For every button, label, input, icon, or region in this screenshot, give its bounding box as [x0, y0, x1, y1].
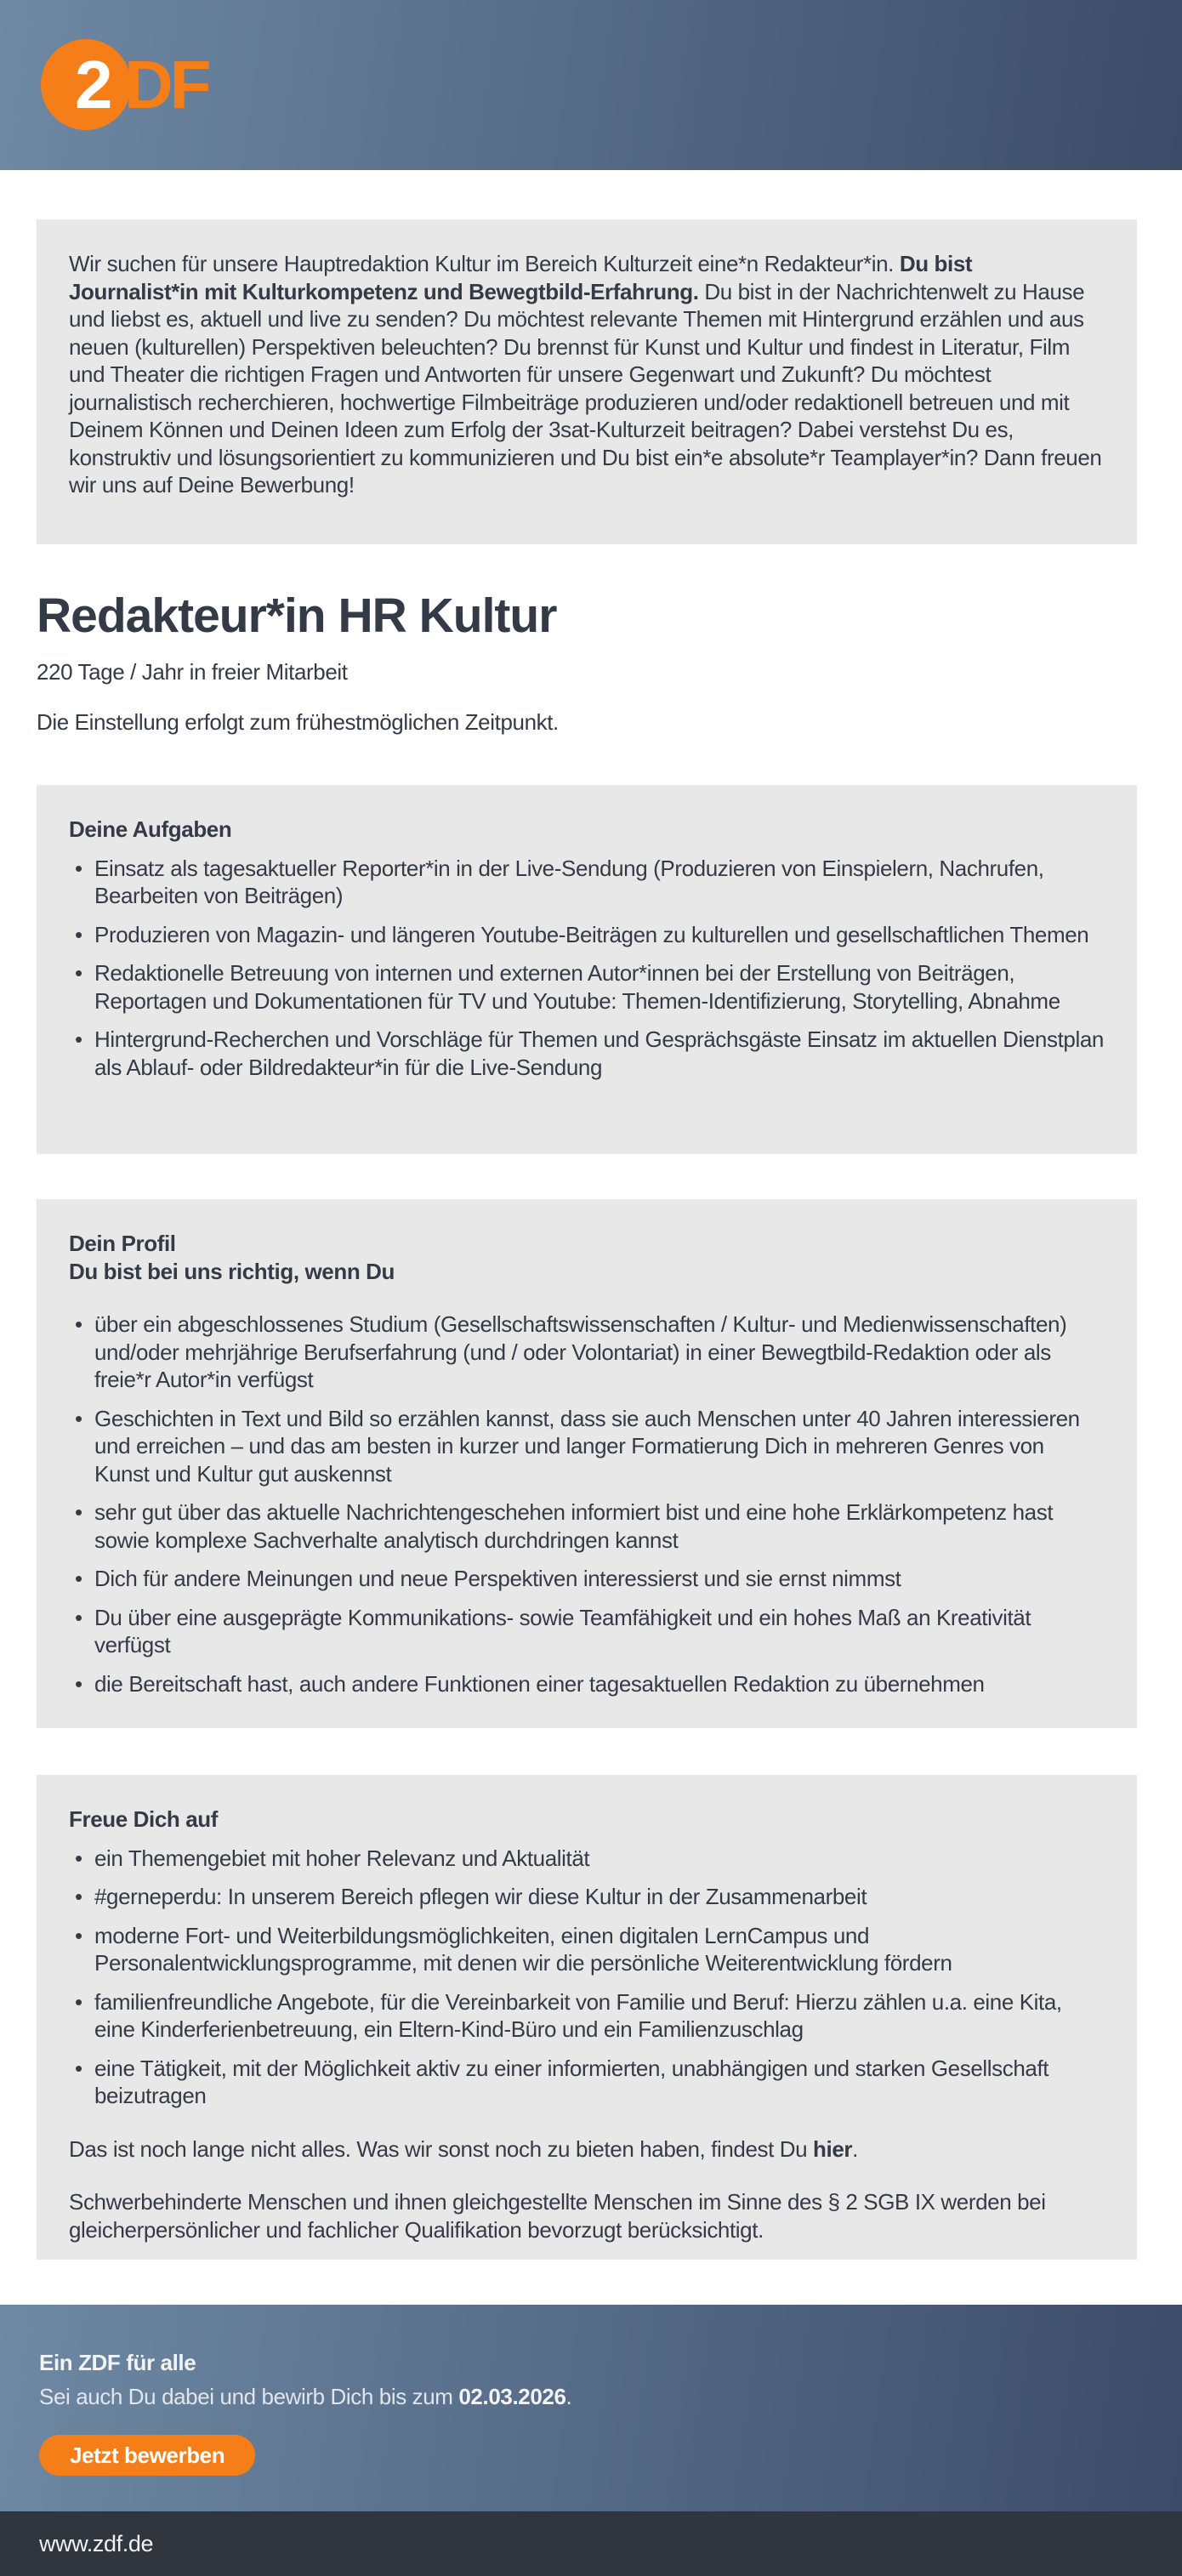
list-item: • Einsatz als tagesaktueller Reporter*in in der Live-Sendung (Produzieren von Einspielern, Nachrufen, Bearbeiten von Beiträgen) [69, 855, 1105, 910]
website-link[interactable]: www.zdf.de [39, 2530, 154, 2556]
list-item: • eine Tätigkeit, mit der Möglichkeit aktiv zu einer informierten, unabhängigen und starken Gesellschaft beizutragen [69, 2055, 1105, 2110]
tasks-heading: Deine Aufgaben [69, 816, 232, 842]
list-item: • moderne Fort- und Weiterbildungsmöglichkeiten, einen digitalen LernCampus und Personalentwicklungsprogramme, mit denen wir die persönliche Weiterentwicklung fördern [69, 1922, 1105, 1977]
list-item: • Dich für andere Meinungen und neue Perspektiven interessierst und sie ernst nimmst [69, 1565, 1105, 1593]
footer-headline: Ein ZDF für alle [39, 2350, 196, 2375]
zdf-logo-letters: DF [124, 47, 208, 122]
page-title: Redakteur*in HR Kultur [37, 589, 557, 643]
list-item: • Du über eine ausgeprägte Kommunikations- sowie Teamfähigkeit und ein hohes Maß an Kreativität verfügst [69, 1604, 1105, 1659]
list-item: • Produzieren von Magazin- und längeren Youtube-Beiträgen zu kulturellen und gesellschaftlichen Themen [69, 921, 1105, 949]
equal-opportunity-text: Schwerbehinderte Menschen und ihnen gleichgestellte Menschen im Sinne des § 2 SGB IX werden bei gleicherpersönlicher und fachlicher Qualifikation bevorzugt berücksichtigt. [69, 2189, 1046, 2243]
apply-now-button[interactable]: Jetzt bewerben [39, 2435, 255, 2476]
footer-deadline-date: 02.03.2026 [458, 2384, 566, 2409]
benefits-heading: Freue Dich auf [69, 1806, 218, 1832]
list-item: • über ein abgeschlossenes Studium (Gesellschaftswissenschaften / Kultur- und Medienwissenschaften) und/oder mehrjährige Berufserfahrung (und / oder Volontariat) in einer Bewegtbild-Redaktion oder als freie*r Autor*in verfügst [69, 1311, 1105, 1394]
benefits-more-start: Das ist noch lange nicht alles. Was wir sonst noch zu bieten haben, findest Du [69, 2135, 814, 2162]
footer-deadline-text [39, 2383, 1143, 2411]
intro-text-start: Wir suchen für unsere Hauptredaktion Kultur im Bereich Kulturzeit eine*n Redakteur*in. [69, 251, 900, 276]
profile-subheading: Du bist bei uns richtig, wenn Du [69, 1258, 395, 1284]
zdf-logo-digit: 2 [75, 47, 113, 122]
benefits-more-text [69, 2135, 1105, 2164]
list-item: • die Bereitschaft hast, auch andere Funktionen einer tagesaktuellen Redaktion zu übernehmen [69, 1670, 1105, 1698]
bottom-bar [0, 2511, 1182, 2576]
list-item: • Redaktionelle Betreuung von internen und externen Autor*innen bei der Erstellung von Beiträgen, Reportagen und Dokumentationen für TV und Youtube: Themen-Identifizierung, Storytelling, Abnahme [69, 959, 1105, 1015]
job-start-info: Die Einstellung erfolgt zum frühestmöglichen Zeitpunkt. [37, 709, 559, 735]
tasks-section [37, 785, 1137, 1154]
job-contract-info: 220 Tage / Jahr in freier Mitarbeit [37, 659, 348, 685]
benefits-more-end: . [852, 2135, 858, 2162]
list-item: • sehr gut über das aktuelle Nachrichtengeschehen informiert bist und eine hohe Erklärkompetenz hast sowie komplexe Sachverhalte analytisch durchdringen kannst [69, 1498, 1105, 1554]
profile-section [37, 1199, 1137, 1728]
benefits-section [37, 1775, 1137, 2260]
intro-text-rest: Du bist in der Nachrichtenwelt zu Hause und liebst es, aktuell und live zu senden? Du möchtest relevante Themen mit Hintergrund erzählen und aus neuen (kulturellen) Perspektiven beleuchten? Du brennst für Kunst und Kultur und findest in Literatur, Film und Theater die richtigen Fragen und Antworten für unsere Gegenwart und Zukunft? Du möchtest journalistisch recherchieren, hochwertige Filmbeiträge produzieren und/oder redaktionell betreuen und mit Deinem Können und Deinen Ideen zum Erfolg der 3sat-Kulturzeit beitragen? Dabei verstehst Du es, konstruktiv und lösungsorientiert zu kommunizieren und Du bist ein*e absolute*r Teamplayer*in? Dann freuen wir uns auf Deine Bewerbung! [69, 278, 1102, 498]
header-banner [0, 0, 1182, 170]
list-item: • familienfreundliche Angebote, für die Vereinbarkeit von Familie und Beruf: Hierzu zählen u.a. eine Kita, eine Kinderferienbetreuung, ein Eltern-Kind-Büro und ein Familienzuschlag [69, 1988, 1105, 2044]
list-item: • ein Themengebiet mit hoher Relevanz und Aktualität [69, 1845, 1105, 1873]
profile-list [69, 1311, 1105, 1697]
list-item: • Geschichten in Text und Bild so erzählen kannst, dass sie auch Menschen unter 40 Jahren interessieren und erreichen – und das am besten in kurzer und langer Formatierung Dich in mehreren Genres von Kunst und Kultur gut auskennst [69, 1405, 1105, 1488]
benefits-more-link[interactable]: hier [813, 2135, 853, 2162]
zdf-logo [41, 39, 219, 131]
intro-text-bold: Du bist Journalist*in mit Kulturkompetenz und Bewegtbild-Erfahrung. [69, 251, 973, 304]
intro-text [69, 250, 1105, 499]
footer-cta-band [0, 2305, 1182, 2511]
footer-deadline-end: . [565, 2384, 572, 2409]
benefits-list [69, 1845, 1105, 2110]
list-item: • Hintergrund-Recherchen und Vorschläge für Themen und Gesprächsgäste Einsatz im aktuellen Dienstplan als Ablauf- oder Bildredakteur*in für die Live-Sendung [69, 1026, 1105, 1081]
list-item: • #gerneperdu: In unserem Bereich pflegen wir diese Kultur in der Zusammenarbeit [69, 1883, 1105, 1911]
footer-deadline-start: Sei auch Du dabei und bewirb Dich bis zum [39, 2384, 459, 2409]
profile-heading: Dein Profil [69, 1231, 176, 1256]
tasks-list [69, 855, 1105, 1082]
intro-section [37, 219, 1137, 544]
